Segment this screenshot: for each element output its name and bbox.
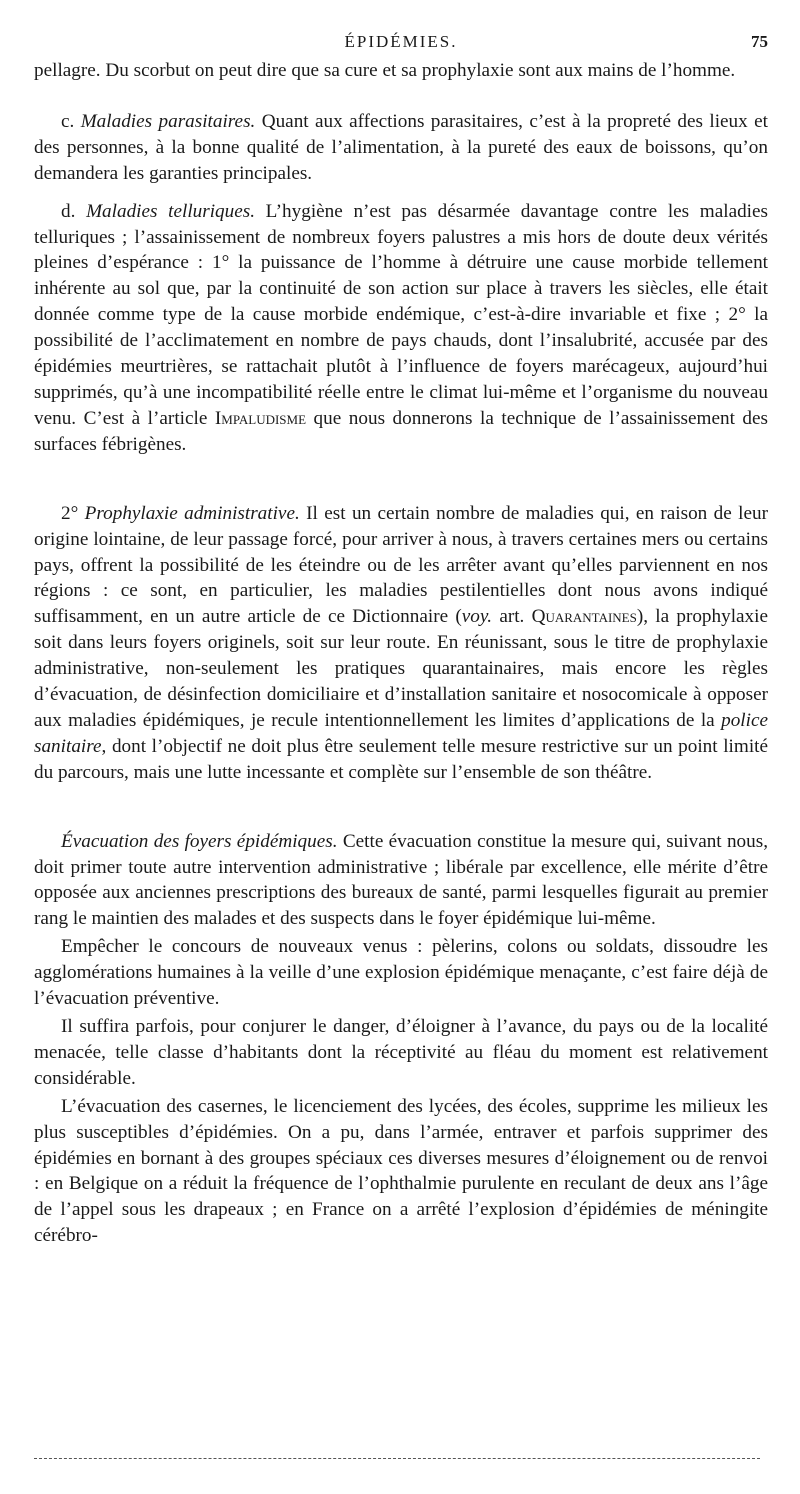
footer-rule xyxy=(34,1458,760,1459)
section-heading-prophylaxie: Prophylaxie administrative. xyxy=(84,502,300,524)
page-number: 75 xyxy=(751,32,768,51)
section-heading-parasitaires: Maladies parasitaires. xyxy=(80,110,256,132)
paragraph-empecher: Empêcher le concours de nouveaux venus : pèlerins, colons ou soldats, dissoudre les agglomérations humaines à la veille d’une explosion épidémique menaçante, c’est faire déjà de l’évacuation préventive. xyxy=(34,936,768,1010)
running-title: ÉPIDÉMIES. xyxy=(344,32,458,51)
cross-reference-quarantaines: Quarantaines xyxy=(531,606,637,628)
paragraph-evacuation: Évacuation des foyers épidémiques. Cette évacuation constitue la mesure qui, suivant nous, doit primer toute autre intervention administrative ; libérale par excellence, elle mérite d’être opposée aux anciennes prescriptions des bureaux de santé, parmi lesquelles figurait au premier rang le maintien des malades et des suspects dans le foyer épidémique lui-même. xyxy=(34,830,768,930)
paragraph-evacuation-casernes: L’évacuation des casernes, le licenciement des lycées, des écoles, supprime les milieux les plus susceptibles d’épidémies. On a pu, dans l’armée, entraver et parfois supprimer des épidémies en bornant à des groupes spéciaux ces diverses mesures d’éloignement ou de renvoi : en Belgique on a réduit la fréquence de l’ophthalmie purulente en reculant de deux ans l’âge de l’appel sous les drapeaux ; en France on a arrêté l’explosion d’épidémies de méningite cérébro- xyxy=(34,1095,768,1247)
running-header xyxy=(34,30,768,56)
section-heading-evacuation: Évacuation des foyers épidémiques. xyxy=(61,830,338,852)
page xyxy=(34,30,768,1249)
paragraph-pellagre: pellagre. Du scorbut on peut dire que sa cure et sa prophylaxie sont aux mains de l’homme. xyxy=(34,60,736,81)
section-heading-telluriques: Maladies telluriques. xyxy=(86,200,256,222)
paragraph-il-suffira: Il suffira parfois, pour conjurer le danger, d’éloigner à l’avance, du pays ou de la localité menacée, telle classe d’habitants dont la réceptivité au fléau du moment est relativement considérable. xyxy=(34,1016,768,1089)
paragraph-prophylaxie-administrative: 2° Prophylaxie administrative. Il est un certain nombre de maladies qui, en raison de leur origine lointaine, de leur passage forcé, pour arriver à nous, à travers certaines mers ou certains pays, offrent la possibilité de les éteindre ou de les arrêter avant qu’elles parviennent en nos régions : ce sont, en particulier, les maladies pestilentielles dont nous avons indiqué suffisamment, en un autre article de ce Dictionnaire (voy. art. Quarantaines), la prophylaxie soit dans leurs foyers originels, soit sur leur route. En réunissant, sous le titre de prophylaxie administrative, non-seulement les pratiques quarantainaires, mais encore les règles d’évacuation, de désinfection domiciliaire et d’installation sanitaire et nosocomicale à opposer aux maladies épidémiques, je recule intentionnellement les limites d’applications de la police sanitaire, dont l’objectif ne doit plus être seulement telle mesure restrictive sur un point limité du parcours, mais une lutte incessante et complète sur l’ensemble de son théâtre. xyxy=(34,502,768,783)
cross-reference-impaludisme: Impaludisme xyxy=(214,407,307,429)
paragraph-maladies-parasitaires: c. Maladies parasitaires. Quant aux affections parasitaires, c’est à la propreté des lieux et des personnes, à la bonne qualité de l’alimentation, à la pureté des eaux de boissons, qu’on demandera les garanties principales. xyxy=(34,110,768,184)
paragraph-maladies-telluriques: d. Maladies telluriques. L’hygiène n’est pas désarmée davantage contre les maladies telluriques ; l’assainissement de nombreux foyers palustres a mis hors de doute deux vérités pleines d’espérance : 1° la puissance de l’homme à détruire une cause morbide tellement inhérente au sol que, par la continuité de son action sur place à travers les siècles, elle était donnée comme type de la cause morbide endémique, c’est-à-dire invariable et fixe ; 2° la possibilité de l’acclimatement en nombre de pays chauds, dont l’insalubrité, accusée par des épidémies meurtrières, se rattachait plutôt à l’influence de foyers marécageux, aujourd’hui supprimés, qu’à une incompatibilité réelle entre le climat lui-même et l’organisme du nouveau venu. C’est à l’article Impaludisme que nous donnerons la technique de l’assainissement des surfaces fébrigènes. xyxy=(34,200,769,455)
